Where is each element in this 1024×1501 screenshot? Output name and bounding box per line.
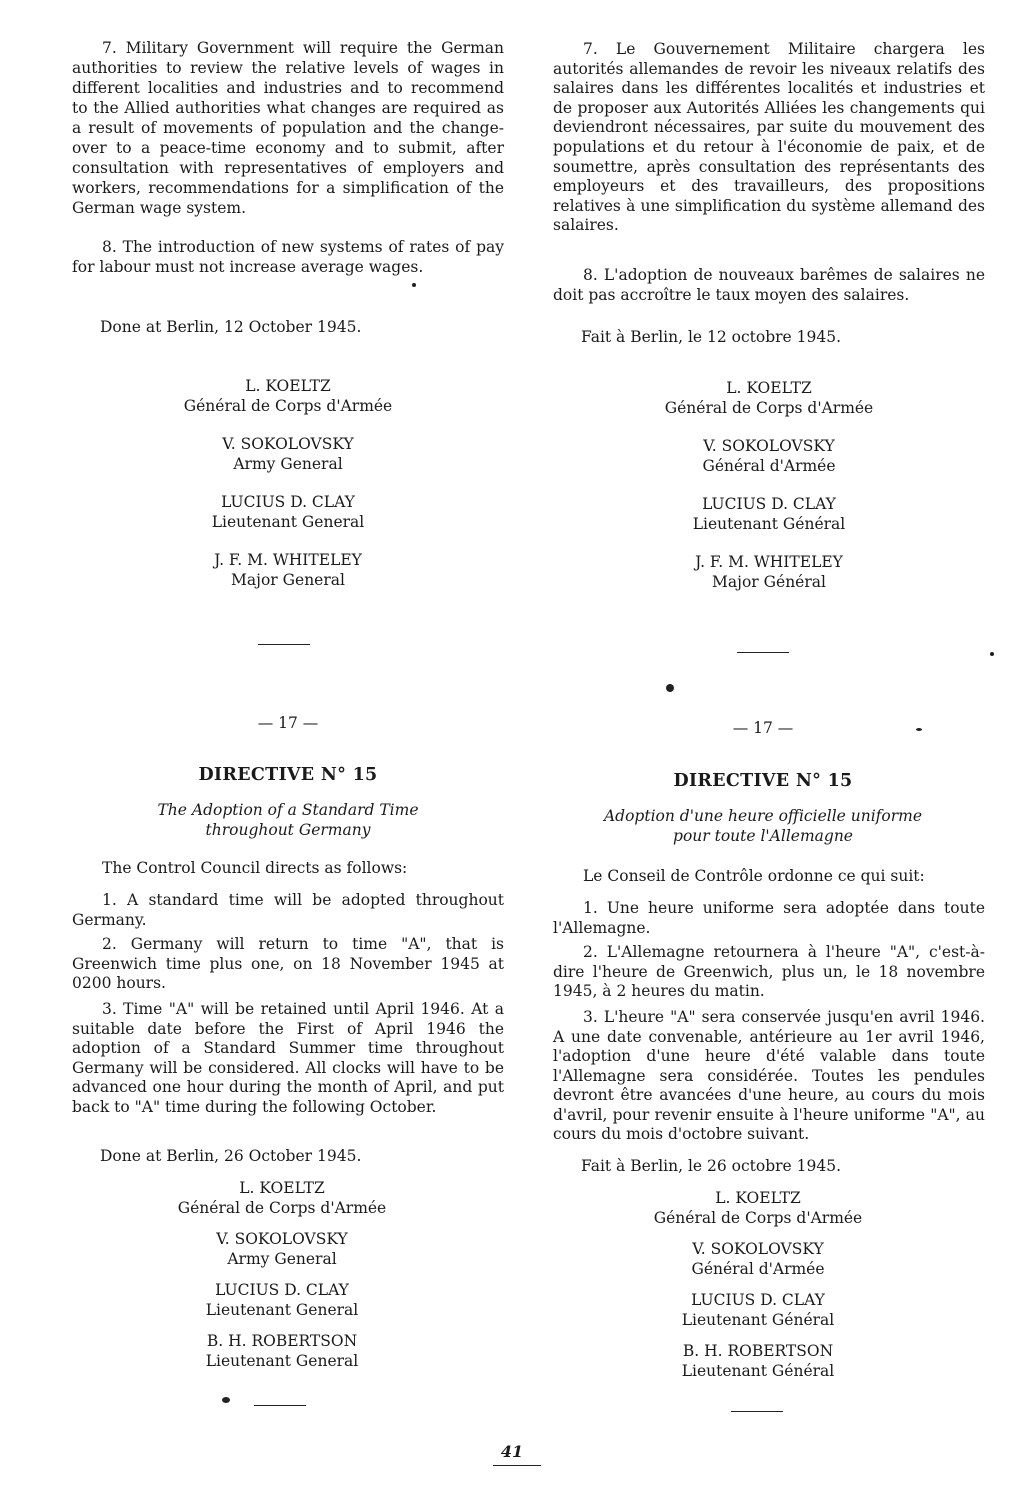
done-at-line: Done at Berlin, 26 October 1945.	[100, 1147, 362, 1165]
paragraph-7: 7. Le Gouvernement Militaire chargera les autorités allemandes de revoir les niveaux relatifs des salaires dans les différentes localités et industries et de proposer aux Autorités Alliées les changements qui deviendront nécessaires, par suite du mouvement des populations et du retour à l'économie de paix, et de soumettre, après consultation des représentants des employeurs et des travailleurs, des propositions relatives à une simplification du système allemand des salaires.	[553, 40, 985, 235]
directive-subtitle-line: throughout Germany	[205, 821, 371, 839]
signatory-name: L. KOELTZ	[726, 379, 812, 397]
signatory-rank: Général d'Armée	[702, 457, 836, 475]
signatory-rank: Général de Corps d'Armée	[653, 1209, 863, 1227]
signatory-rank: Lieutenant Général	[681, 1362, 835, 1380]
signatory-rank: Général de Corps d'Armée	[183, 397, 393, 415]
directive-intro: The Control Council directs as follows:	[102, 859, 408, 877]
paragraph-8: 8. The introduction of new systems of rates of pay for labour must not increase average wages.	[72, 238, 504, 276]
signatory-name: LUCIUS D. CLAY	[691, 1291, 825, 1309]
signatory	[553, 1290, 963, 1330]
signatory-name: V. SOKOLOVSKY	[216, 1230, 348, 1248]
signatory	[553, 1239, 963, 1279]
section-number: — 17 —	[257, 714, 319, 732]
separator-rule	[254, 1405, 306, 1406]
signatures-block	[553, 1188, 963, 1381]
signatory-rank: Général d'Armée	[691, 1260, 825, 1278]
paragraph-8: 8. L'adoption de nouveaux barêmes de salaires ne doit pas accroître le taux moyen des salaires.	[553, 266, 985, 304]
signatory-rank: Lieutenant Général	[692, 515, 846, 533]
done-at-line: Fait à Berlin, le 26 octobre 1945.	[581, 1157, 842, 1175]
signatory-rank: Lieutenant General	[211, 513, 365, 531]
signatory-rank: Général de Corps d'Armée	[177, 1199, 387, 1217]
signatory-name: V. SOKOLOVSKY	[703, 437, 835, 455]
signatory-name: LUCIUS D. CLAY	[215, 1281, 349, 1299]
signatures-block	[72, 376, 504, 608]
signatory-rank: Général de Corps d'Armée	[664, 399, 874, 417]
signatory	[72, 376, 504, 416]
signatory-name: L. KOELTZ	[245, 377, 331, 395]
directive-subtitle-line: pour toute l'Allemagne	[673, 827, 853, 845]
signatory-name: V. SOKOLOVSKY	[222, 435, 354, 453]
signatory	[72, 550, 504, 590]
signatory-rank: Lieutenant General	[205, 1352, 359, 1370]
signatory-name: J. F. M. WHITELEY	[695, 553, 843, 571]
page-number: 41	[500, 1442, 524, 1461]
signatory-rank: Lieutenant General	[205, 1301, 359, 1319]
signatory	[553, 494, 985, 534]
signatory	[72, 434, 504, 474]
done-at-line: Done at Berlin, 12 October 1945.	[100, 318, 362, 336]
scan-speck	[412, 283, 416, 287]
signatory-rank: Army General	[233, 455, 343, 473]
signatory-rank: Major Général	[712, 573, 826, 591]
section-number: — 17 —	[732, 719, 794, 737]
signatory	[72, 492, 504, 532]
signatory-rank: Army General	[227, 1250, 337, 1268]
signatory	[72, 1331, 492, 1371]
directive-item-3: 3. L'heure "A" sera conservée jusqu'en avril 1946. A une date convenable, antérieure au 1er avril 1946, l'adoption d'une heure d'été valable dans toute l'Allemagne sera considérée. Toutes les pendules devront être avancées d'une heure, au cours du mois d'avril, pour revenir ensuite à l'heure uniforme "A", au cours du mois d'octobre suivant.	[553, 1008, 985, 1143]
directive-item-2: 2. L'Allemagne retournera à l'heure "A", c'est-à-dire l'heure de Greenwich, plus un, le 18 novembre 1945, à 2 heures du matin.	[553, 943, 985, 1000]
signatory	[553, 1188, 963, 1228]
directive-intro: Le Conseil de Contrôle ordonne ce qui suit:	[583, 867, 925, 885]
paragraph-7: 7. Military Government will require the German authorities to review the relative levels of wages in different localities and industries and to recommend to the Allied authorities what changes are required as a result of movements of population and the change-over to a peace-time economy and to submit, after consultation with representatives of employers and workers, recommendations for a simplification of the German wage system.	[72, 39, 504, 217]
directive-title: DIRECTIVE N° 15	[198, 765, 378, 785]
directive-item-2: 2. Germany will return to time "A", that is Greenwich time plus one, on 18 November 1945 at 0200 hours.	[72, 935, 504, 992]
signatory-name: L. KOELTZ	[715, 1189, 801, 1207]
signatory-rank: Lieutenant Général	[681, 1311, 835, 1329]
signatory-rank: Major General	[231, 571, 345, 589]
directive-subtitle	[72, 800, 504, 840]
scan-speck	[916, 728, 922, 731]
directive-item-3: 3. Time "A" will be retained until April 1946. At a suitable date before the First of April 1946 the adoption of a Standard Summer time throughout Germany will be considered. All clocks will have to be advanced one hour during the month of April, and put back to "A" time during the following October.	[72, 1000, 504, 1116]
signatory-name: B. H. ROBERTSON	[682, 1342, 834, 1360]
done-at-line: Fait à Berlin, le 12 octobre 1945.	[581, 328, 842, 346]
signatory	[553, 378, 985, 418]
signatory	[553, 552, 985, 592]
directive-item-1: 1. A standard time will be adopted throughout Germany.	[72, 891, 504, 929]
signatory-name: LUCIUS D. CLAY	[702, 495, 836, 513]
signatures-block	[553, 378, 985, 610]
signatory-name: L. KOELTZ	[239, 1179, 325, 1197]
page-number-rule	[493, 1465, 541, 1466]
signatures-block	[72, 1178, 492, 1371]
signatory-name: V. SOKOLOVSKY	[692, 1240, 824, 1258]
signatory-name: LUCIUS D. CLAY	[221, 493, 355, 511]
signatory-name: B. H. ROBERTSON	[206, 1332, 358, 1350]
signatory	[72, 1178, 492, 1218]
signatory	[72, 1280, 492, 1320]
signatory	[553, 1341, 963, 1381]
directive-subtitle	[553, 806, 973, 846]
directive-subtitle-line: Adoption d'une heure officielle uniforme	[603, 807, 923, 825]
signatory-name: J. F. M. WHITELEY	[214, 551, 362, 569]
scan-speck	[666, 684, 674, 692]
directive-item-1: 1. Une heure uniforme sera adoptée dans toute l'Allemagne.	[553, 899, 985, 937]
directive-subtitle-line: The Adoption of a Standard Time	[157, 801, 419, 819]
directive-title: DIRECTIVE N° 15	[673, 771, 853, 791]
separator-rule	[731, 1411, 783, 1412]
scan-speck	[222, 1397, 230, 1403]
separator-rule	[737, 652, 789, 653]
separator-rule	[258, 644, 310, 645]
signatory	[72, 1229, 492, 1269]
scan-speck	[990, 652, 994, 656]
signatory	[553, 436, 985, 476]
